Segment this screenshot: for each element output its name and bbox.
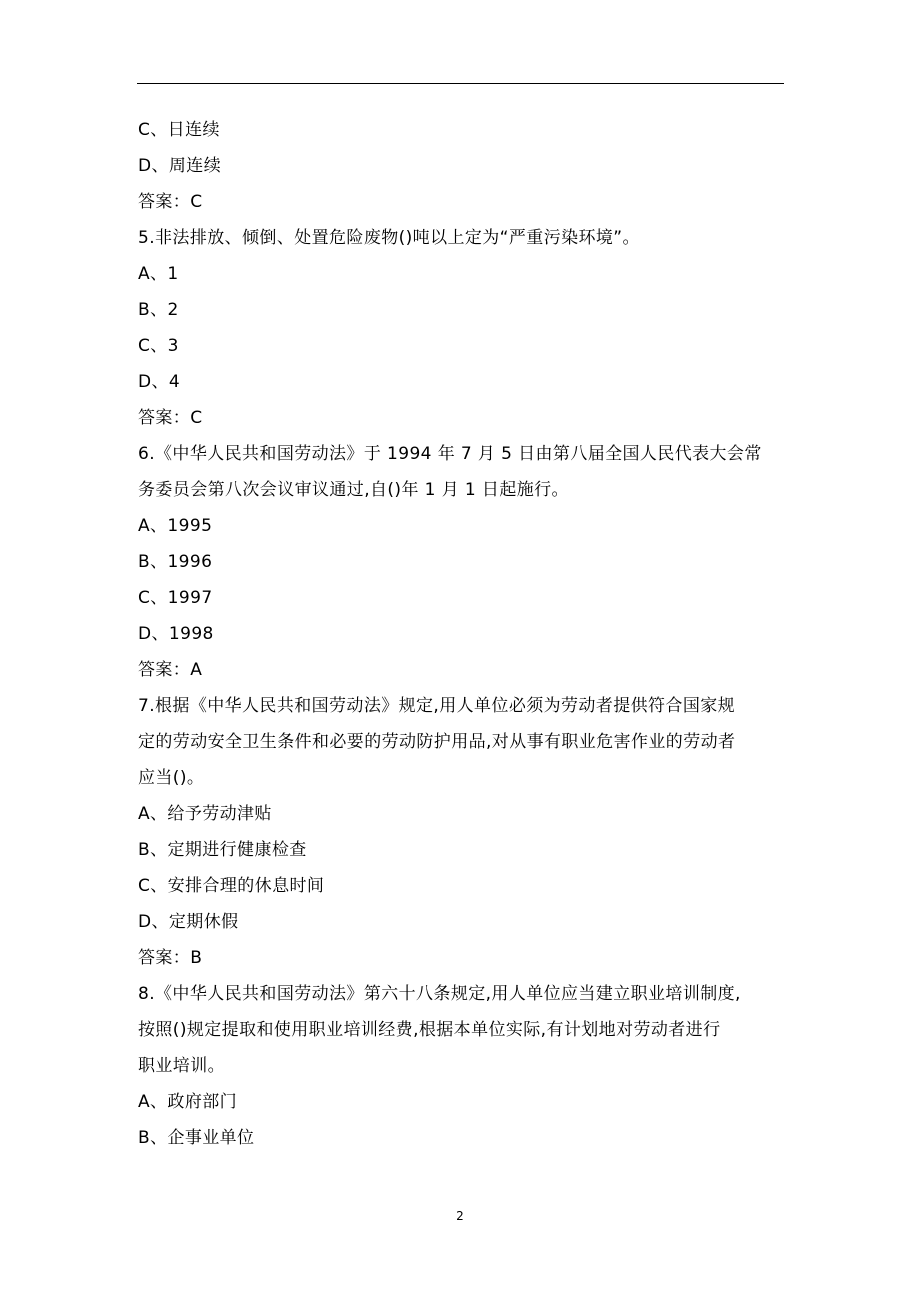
question-7-line-1: 7.根据《中华人民共和国劳动法》规定,用人单位必须为劳动者提供符合国家规 — [138, 696, 736, 716]
option-c-q7: C、安排合理的休息时间 — [138, 876, 325, 896]
answer-q7: 答案：B — [138, 948, 203, 968]
answer-q6: 答案：A — [138, 660, 203, 680]
option-b-q6: B、1996 — [138, 552, 213, 572]
header-rule — [137, 83, 784, 84]
option-d-q6: D、1998 — [138, 624, 214, 644]
question-6-line-2: 务委员会第八次会议审议通过,自()年 1 月 1 日起施行。 — [138, 480, 569, 500]
question-7-line-2: 定的劳动安全卫生条件和必要的劳动防护用品,对从事有职业危害作业的劳动者 — [138, 732, 736, 752]
option-c-q4: C、日连续 — [138, 120, 220, 140]
option-a-q5: A、1 — [138, 264, 179, 284]
question-5: 5.非法排放、倾倒、处置危险废物()吨以上定为“严重污染环境”。 — [138, 228, 640, 248]
answer-q5: 答案：C — [138, 408, 203, 428]
question-8-line-2: 按照()规定提取和使用职业培训经费,根据本单位实际,有计划地对劳动者进行 — [138, 1020, 721, 1040]
question-8-line-3: 职业培训。 — [138, 1056, 225, 1076]
option-a-q6: A、1995 — [138, 516, 213, 536]
answer-q4: 答案：C — [138, 192, 203, 212]
option-c-q5: C、3 — [138, 336, 179, 356]
document-body — [138, 112, 786, 1156]
option-b-q5: B、2 — [138, 300, 179, 320]
question-6-line-1: 6.《中华人民共和国劳动法》于 1994 年 7 月 5 日由第八届全国人民代表大会常 — [138, 444, 762, 464]
option-d-q5: D、4 — [138, 372, 181, 392]
option-b-q7: B、定期进行健康检查 — [138, 840, 307, 860]
option-d-q7: D、定期休假 — [138, 912, 239, 932]
option-b-q8: B、企事业单位 — [138, 1128, 255, 1148]
option-d-q4: D、周连续 — [138, 156, 222, 176]
page-number: 2 — [456, 1209, 464, 1223]
option-c-q6: C、1997 — [138, 588, 213, 608]
question-8-line-1: 8.《中华人民共和国劳动法》第六十八条规定,用人单位应当建立职业培训制度, — [138, 984, 741, 1004]
option-a-q7: A、给予劳动津贴 — [138, 804, 272, 824]
question-7-line-3: 应当()。 — [138, 768, 205, 788]
option-a-q8: A、政府部门 — [138, 1092, 238, 1112]
